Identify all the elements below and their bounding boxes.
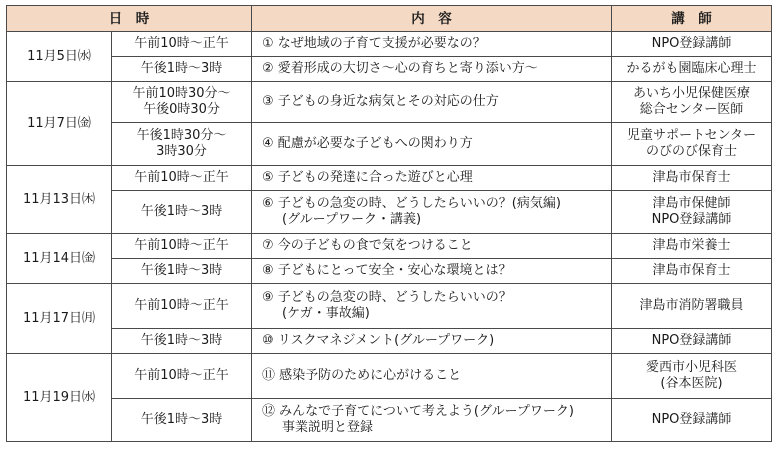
- session-date: 11月13日㈭: [7, 166, 112, 234]
- session-row: [7, 191, 772, 234]
- lecturer-line: のびのび保育士: [645, 144, 737, 159]
- lecturer-line: 津島市保育士: [652, 170, 731, 185]
- header-content: 内 容: [252, 6, 612, 32]
- session-time: [112, 284, 252, 329]
- session-content: [252, 123, 612, 166]
- lecturer-line: かるがも園臨床心理士: [626, 61, 757, 76]
- time-line: 午後1時～3時: [140, 412, 223, 427]
- session-time: [112, 191, 252, 234]
- time-line: 午前10時～正午: [134, 36, 229, 51]
- session-content: [252, 234, 612, 259]
- header-lecturer: 講 師: [612, 6, 772, 32]
- session-lecturer: [612, 399, 772, 442]
- session-lecturer: [612, 82, 772, 123]
- session-row: [7, 123, 772, 166]
- time-line: 3時30分: [156, 144, 207, 159]
- session-lecturer: [612, 354, 772, 399]
- session-time: [112, 259, 252, 284]
- session-lecturer: [612, 123, 772, 166]
- session-lecturer: [612, 234, 772, 259]
- content-line: ① なぜ地域の子育て支援が必要なの？: [262, 36, 486, 51]
- session-content: [252, 399, 612, 442]
- session-lecturer: [612, 32, 772, 57]
- time-line: 午前10時～正午: [134, 238, 229, 253]
- time-line: 午後1時～3時: [140, 263, 223, 278]
- session-content: [252, 329, 612, 354]
- session-content: [252, 354, 612, 399]
- lecturer-line: NPO登録講師: [651, 333, 732, 348]
- session-row: [7, 32, 772, 57]
- lecturer-line: 津島市保健師: [652, 196, 731, 211]
- content-line: ⑦ 今の子どもの食で気をつけること: [262, 238, 473, 253]
- lecturer-line: 愛西市小児科医: [645, 360, 737, 375]
- session-row: [7, 57, 772, 82]
- content-line: ⑩ リスクマネジメント(グループワーク): [262, 333, 495, 348]
- session-lecturer: [612, 259, 772, 284]
- session-date: 11月5日㈬: [7, 32, 112, 82]
- lecturer-line: (谷本医院): [660, 376, 723, 391]
- session-time: [112, 354, 252, 399]
- session-row: [7, 82, 772, 123]
- time-line: 午前10時30分～: [132, 86, 231, 101]
- time-line: 午後1時30分～: [136, 128, 227, 143]
- session-content: [252, 259, 612, 284]
- content-line: (グループワーク・講義): [282, 212, 422, 227]
- lecturer-line: 児童サポートセンター: [626, 128, 757, 143]
- session-content: [252, 32, 612, 57]
- time-line: 午後1時～3時: [140, 204, 223, 219]
- content-line: ③ 子どもの身近な病気とその対応の仕方: [262, 94, 499, 109]
- session-row: [7, 329, 772, 354]
- content-line: ④ 配慮が必要な子どもへの関わり方: [262, 136, 473, 151]
- schedule-table: [6, 5, 772, 442]
- time-line: 午後0時30分: [143, 102, 220, 117]
- session-lecturer: [612, 329, 772, 354]
- content-line: ⑥ 子どもの急変の時、どうしたらいいの？(病気編): [262, 196, 561, 211]
- content-line: 事業説明と登録: [282, 420, 374, 435]
- time-line: 午後1時～3時: [140, 333, 223, 348]
- time-line: 午後1時～3時: [140, 61, 223, 76]
- header-date-time: 日 時: [7, 6, 252, 32]
- session-time: [112, 234, 252, 259]
- session-content: [252, 82, 612, 123]
- content-line: ② 愛着形成の大切さ～心の育ちと寄り添い方～: [262, 61, 538, 76]
- content-line: ⑪ 感染予防のために心がけること: [262, 368, 462, 383]
- content-line: ⑧ 子どもにとって安全・安心な環境とは？: [262, 263, 512, 278]
- session-time: [112, 399, 252, 442]
- session-lecturer: [612, 284, 772, 329]
- session-date: 11月17日㈪: [7, 284, 112, 354]
- lecturer-line: あいち小児保健医療: [632, 86, 750, 101]
- content-line: ⑤ 子どもの発達に合った遊びと心理: [262, 170, 473, 185]
- session-lecturer: [612, 191, 772, 234]
- time-line: 午前10時～正午: [134, 368, 229, 383]
- session-content: [252, 191, 612, 234]
- session-row: [7, 234, 772, 259]
- session-content: [252, 57, 612, 82]
- session-content: [252, 284, 612, 329]
- content-line: ⑫ みんなで子育てについて考えよう(グループワーク): [262, 404, 574, 419]
- session-date: 11月14日㈮: [7, 234, 112, 284]
- session-time: [112, 57, 252, 82]
- session-row: [7, 284, 772, 329]
- session-lecturer: [612, 57, 772, 82]
- lecturer-line: 津島市栄養士: [652, 238, 731, 253]
- session-content: [252, 166, 612, 191]
- lecturer-line: 津島市保育士: [652, 263, 731, 278]
- session-row: [7, 166, 772, 191]
- content-line: (ケガ・事故編): [282, 306, 370, 321]
- session-lecturer: [612, 166, 772, 191]
- lecturer-line: NPO登録講師: [651, 36, 732, 51]
- time-line: 午前10時～正午: [134, 170, 229, 185]
- session-row: [7, 354, 772, 399]
- session-date: 11月19日㈬: [7, 354, 112, 442]
- lecturer-line: 総合センター医師: [639, 102, 744, 117]
- lecturer-line: NPO登録講師: [651, 412, 732, 427]
- session-time: [112, 123, 252, 166]
- content-line: ⑨ 子どもの急変の時、どうしたらいいの？: [262, 290, 512, 305]
- session-row: [7, 399, 772, 442]
- session-row: [7, 259, 772, 284]
- session-time: [112, 329, 252, 354]
- session-time: [112, 32, 252, 57]
- lecturer-line: 津島市消防署職員: [639, 298, 744, 313]
- schedule-body: [7, 32, 772, 442]
- session-time: [112, 82, 252, 123]
- time-line: 午前10時～正午: [134, 298, 229, 313]
- session-time: [112, 166, 252, 191]
- header-row: [7, 6, 772, 32]
- lecturer-line: NPO登録講師: [651, 212, 732, 227]
- session-date: 11月7日㈮: [7, 82, 112, 166]
